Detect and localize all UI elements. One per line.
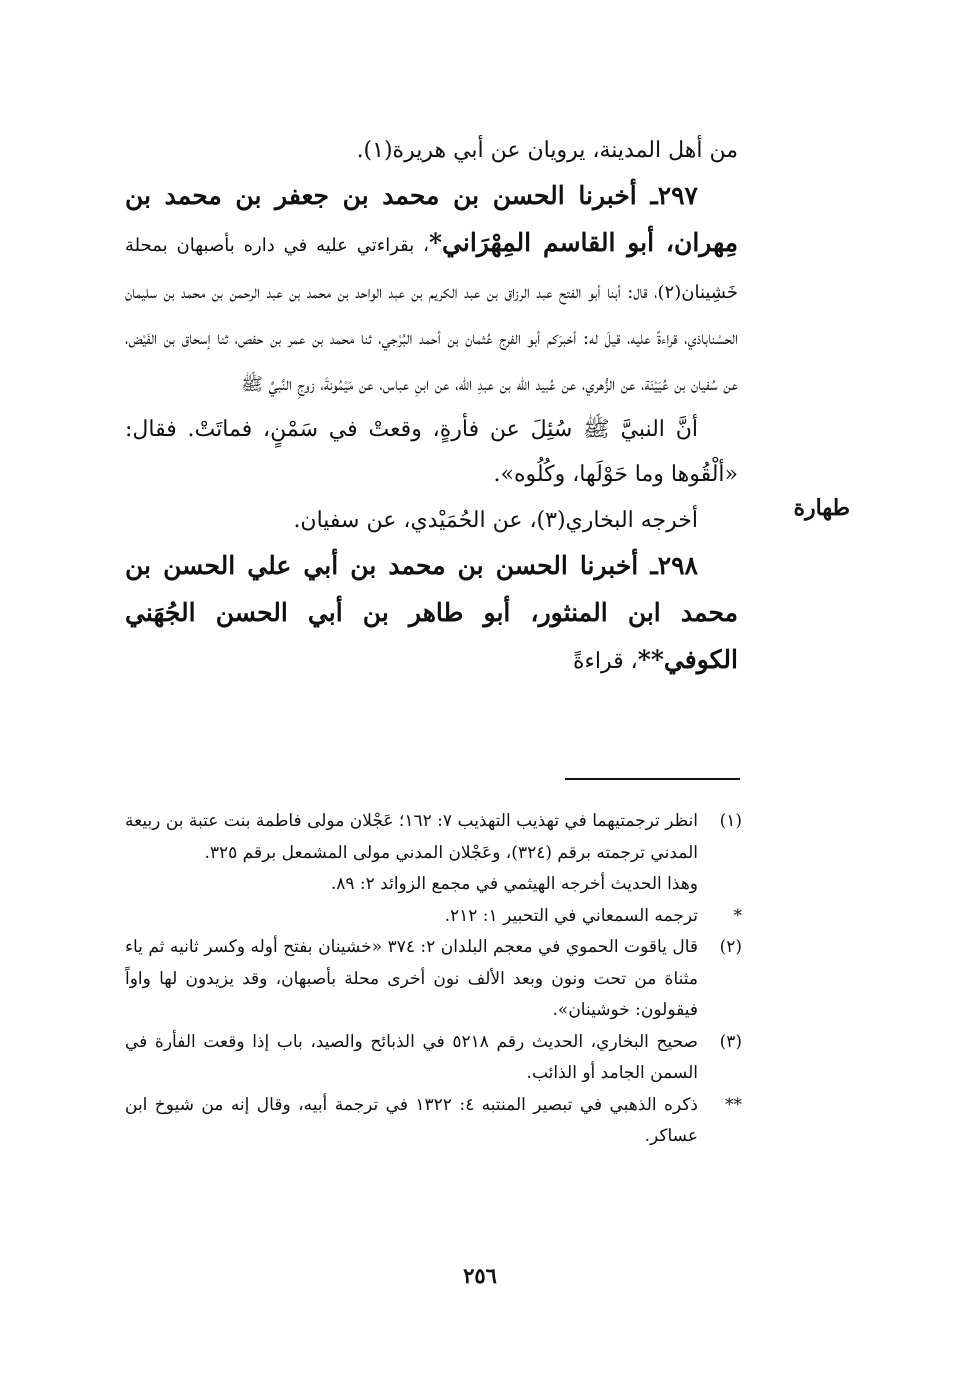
footnote-marker: * — [733, 905, 742, 926]
continuation-line: من أهل المدينة، يرويان عن أبي هريرة(١). — [356, 138, 738, 163]
footnote-3 — [125, 1027, 742, 1090]
footnote-marker: (٢) — [719, 937, 742, 957]
margin-topic-label: طهارة — [793, 495, 850, 521]
hadith-text: أنَّ النبيَّ ﷺ سُئِلَ عن فأرةٍ، وقعتْ في سَمْنٍ، فماتَتْ. فقال: «ألْقُوها وما حَوْلَها، وكُلُوه». — [125, 417, 738, 488]
main-text — [125, 128, 738, 684]
footnote-star — [125, 901, 742, 933]
footnote-separator — [565, 778, 740, 780]
entry-298-heading: ٢٩٨ـ أخبرنا الحسن بن محمد بن أبي علي الحسن بن محمد ابن المنثور، أبو طاهر بن أبي الحسن الجُهَني الكوفي** — [125, 550, 738, 675]
entry-297-isnad: ، بقراءتي عليه في داره بأصبهان بمحلة خَشِينان(٢)، قال: أبنا أبو الفتح عبد الرزاق بن عبد الكريم بن عبد الواحد بن محمد بن عبد الرحمن بن محمد بن سليمان الحسْناباذي، قراءةً عليه، قيلَ له: أخبرَكم أبو الفرج عُثمان بن أحمد البُرْجي، ثنا محمد بن عمر بن حفص، ثنا إسحاق بن الفَيْض، عن سُفيان بن عُيَيْنَة، عن الزُّهري، عن عُبيد الله بن عبدِ الله، عن ابنِ عباس، عن مَيْمُونةَ، زوجِ النَّبيِّ ﷺ — [125, 235, 738, 396]
footnote-text: ذكره الذهبي في تبصير المنتبه ٤: ١٣٢٢ في ترجمة أبيه، وقال إنه من شيوخ ابن عساكر. — [125, 1094, 698, 1146]
footnote-2 — [125, 932, 742, 1027]
entry-298-text: ، قراءةً — [573, 649, 638, 675]
footnote-text: ترجمه السمعاني في التحبير ١: ٢١٢. — [444, 905, 698, 926]
takhrij-line: أخرجه البخاري(٣)، عن الحُمَيْدي، عن سفيان. — [293, 507, 698, 533]
footnote-marker: ** — [725, 1094, 742, 1115]
footnote-1-addendum — [125, 869, 742, 901]
footnote-text: قال ياقوت الحموي في معجم البلدان ٢: ٣٧٤ «خشينان بفتح أوله وكسر ثانيه ثم ياء مثناة من تحت ونون وبعد الألف نون أخرى محلة بأصبهان، وقد يزيدون لها واواً فيقولون: خوشينان». — [125, 937, 698, 1020]
footnote-text: انظر ترجمتيهما في تهذيب التهذيب ٧: ١٦٢؛ عَجْلان مولى فاطمة بنت عتبة بن ربيعة المدني ترجمته برقم (٣٢٤)، وعَجْلان المدني مولى المشمعل برقم ٣٢٥. — [125, 811, 698, 863]
footnote-marker: (١) — [719, 811, 742, 831]
footnote-double-star — [125, 1090, 742, 1153]
footnotes — [125, 806, 742, 1153]
footnote-1 — [125, 806, 742, 869]
page-number: ٢٥٦ — [463, 1263, 497, 1288]
entry-298 — [125, 543, 738, 685]
footnote-text: صحيح البخاري، الحديث رقم ٥٢١٨ في الذبائح والصيد، باب إذا وقعت الفأرة في السمن الجامد أو الذائب. — [125, 1031, 698, 1083]
entry-297-heading: ٢٩٧ـ أخبرنا الحسن بن محمد بن جعفر بن محمد بن مِهران، أبو القاسم المِهْرَاني* — [125, 181, 738, 258]
footnote-text: وهذا الحديث أخرجه الهيثمي في مجمع الزوائد ٢: ٨٩. — [330, 874, 698, 894]
entry-297 — [125, 173, 738, 407]
footnote-marker: (٣) — [719, 1031, 742, 1052]
